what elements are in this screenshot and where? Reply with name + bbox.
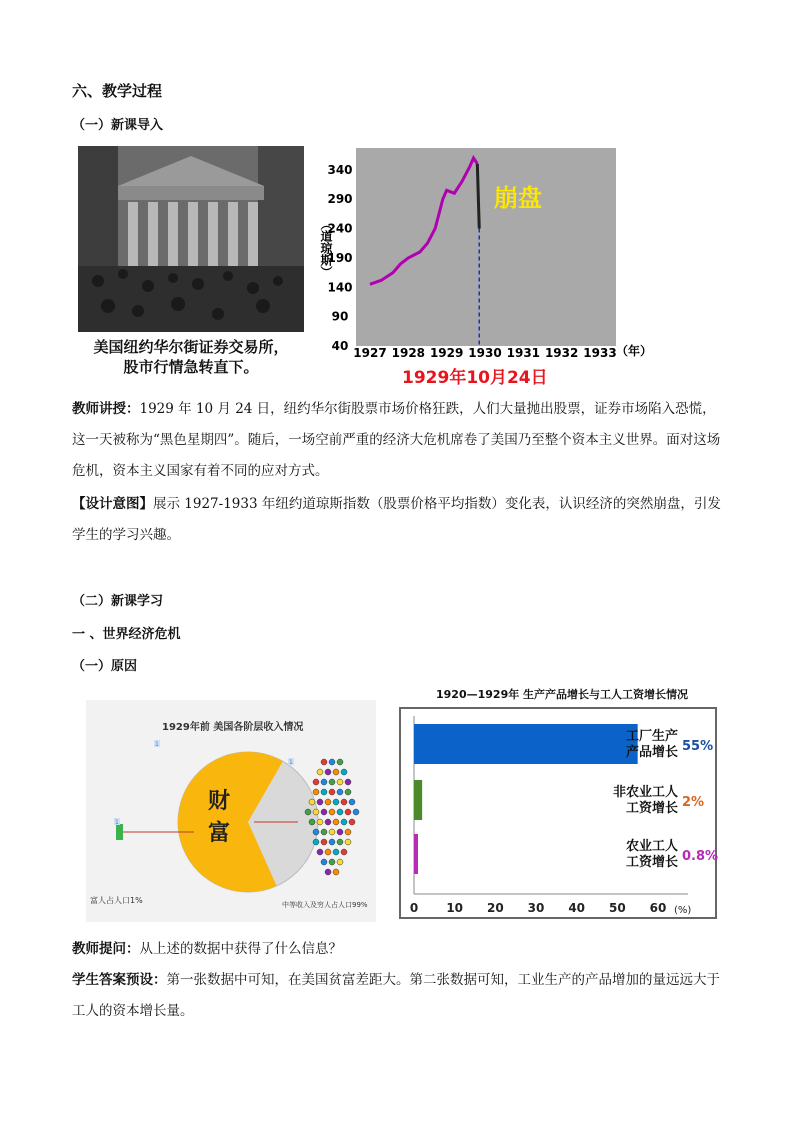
crowd-person xyxy=(317,799,323,805)
dow-ytick: 90 xyxy=(331,309,349,324)
subsection-title-intro: （一）新课导入 xyxy=(72,118,164,133)
crowd-person xyxy=(337,859,343,865)
dow-xtick: 1933 xyxy=(583,346,617,360)
bar-xtick: 10 xyxy=(446,901,464,915)
crowd-person xyxy=(341,799,347,805)
student-answer-text: 第一张数据中可知，在美国贫富差距大。第二张数据可知，工业生产的产品增加的量远远大于工人的资本增长量。 xyxy=(72,972,720,1019)
crowd-person xyxy=(321,779,327,785)
rich-person-icon xyxy=(116,824,123,840)
bar-xtick: 50 xyxy=(608,901,626,915)
part-title: 一 、世界经济危机 xyxy=(72,627,181,642)
dow-ytick: 140 xyxy=(327,280,353,295)
crowd-person xyxy=(321,759,327,765)
bar-category-label: 工资增长 xyxy=(625,855,678,870)
bar-value-label: 2% xyxy=(682,795,705,810)
crowd-person xyxy=(313,839,319,845)
crowd-person xyxy=(337,759,343,765)
student-answer-label: 学生答案预设： xyxy=(72,972,167,988)
crowd-person xyxy=(341,819,347,825)
dow-ytick: 190 xyxy=(327,250,353,265)
dow-ylabel: （道琼斯） xyxy=(319,218,333,278)
crash-date-label: 1929年10月24日 xyxy=(402,368,548,388)
crowd-person xyxy=(321,829,327,835)
crowd-person xyxy=(345,839,351,845)
crowd-person xyxy=(333,769,339,775)
crowd-person xyxy=(309,799,315,805)
photo-caption xyxy=(78,332,304,384)
crowd-person xyxy=(329,779,335,785)
crowd-person xyxy=(349,799,355,805)
crowd-person xyxy=(325,769,331,775)
crowd-person xyxy=(329,789,335,795)
bar-xtick: 30 xyxy=(527,901,545,915)
bar xyxy=(414,724,638,764)
dow-xtick: 1928 xyxy=(391,346,426,360)
crowd-person xyxy=(313,789,319,795)
teacher-explain-text: 1929 年 10 月 24 日，纽约华尔街股票市场价格狂跌，人们大量抛出股票，证券市场陷入恐慌，这一天被称为“黑色星期四”。随后，一场空前严重的经济大危机席卷了美国乃至整个资本主义世界。面对这场危机，资本主义国家有着不同的应对方式。 xyxy=(72,401,721,479)
bar-chart-title: 1920—1929年 生产产品增长与工人工资增长情况 xyxy=(436,688,689,701)
wealth-label-char1: 财 xyxy=(208,789,231,814)
dow-xtick: 1929 xyxy=(429,346,464,360)
dow-xtick: 1931 xyxy=(506,346,541,360)
teacher-explain-paragraph xyxy=(72,394,728,487)
crowd-person xyxy=(325,869,331,875)
photo-caption-line2: 股市行情急转直下。 xyxy=(123,358,259,376)
teacher-explain-label: 教师讲授： xyxy=(72,401,140,417)
dow-xtick: 1927 xyxy=(353,346,387,360)
crowd-person xyxy=(337,829,343,835)
poor-label: 中等收入及穷人占人口99% xyxy=(282,901,368,909)
crowd-person xyxy=(329,859,335,865)
dow-crash-drop xyxy=(477,164,479,229)
bar-xtick: 40 xyxy=(568,901,586,915)
dow-ytick: 340 xyxy=(327,162,353,177)
crowd-person xyxy=(321,859,327,865)
crowd-person xyxy=(333,819,339,825)
crowd-person xyxy=(317,849,323,855)
crowd-person xyxy=(321,789,327,795)
dow-jones-chart xyxy=(318,140,653,390)
crowd-person xyxy=(313,779,319,785)
bar-category-label: 工厂生产 xyxy=(625,729,678,744)
dow-ytick: 290 xyxy=(327,192,353,207)
crowd-person xyxy=(345,789,351,795)
crowd-person xyxy=(341,849,347,855)
bar-category-label: 工资增长 xyxy=(625,801,678,816)
crowd-person xyxy=(321,809,327,815)
design-intent-paragraph xyxy=(72,489,728,551)
bar xyxy=(414,780,422,820)
cause-title: （一）原因 xyxy=(72,659,138,674)
crowd-person xyxy=(345,809,351,815)
crowd-person xyxy=(313,809,319,815)
bar-value-label: 55% xyxy=(682,739,714,754)
teacher-question-paragraph xyxy=(72,934,728,965)
design-intent-text: 展示 1927-1933 年纽约道琼斯指数（股票价格平均指数）变化表，认识经济的突然崩盘，引发学生的学习兴趣。 xyxy=(72,496,721,543)
crowd-person xyxy=(329,759,335,765)
crowd-person xyxy=(329,829,335,835)
crowd-person xyxy=(333,849,339,855)
crowd-person xyxy=(313,829,319,835)
crowd-person xyxy=(325,819,331,825)
crowd-person xyxy=(329,839,335,845)
wealth-label-char2: 富 xyxy=(208,821,231,846)
bar-xunit: (%) xyxy=(674,905,692,916)
crowd-person xyxy=(337,839,343,845)
dow-ytick: 240 xyxy=(327,221,353,236)
bar-category-label: 农业工人 xyxy=(625,839,678,854)
crowd-person xyxy=(341,769,347,775)
teacher-question-text: 从上述的数据中获得了什么信息？ xyxy=(139,941,342,957)
dow-chart-background xyxy=(356,148,616,346)
student-answer-paragraph xyxy=(72,965,728,1027)
bar-xtick: 0 xyxy=(409,901,419,915)
crash-label: 崩盘 xyxy=(494,184,542,212)
crowd-person xyxy=(309,819,315,825)
marker-1: 1 xyxy=(155,741,159,748)
income-chart-title: 1929年前 美国各阶层收入情况 xyxy=(162,722,304,733)
crowd-person xyxy=(345,779,351,785)
rich-label: 富人占人口1% xyxy=(90,896,143,905)
crowd-person xyxy=(325,799,331,805)
crowd-person xyxy=(337,809,343,815)
dow-xtick: 1930 xyxy=(468,346,502,360)
bar-value-label: 0.8% xyxy=(682,849,719,864)
crowd-person xyxy=(333,799,339,805)
income-distribution-chart xyxy=(86,700,376,922)
subsection-title-study: （二）新课学习 xyxy=(72,594,164,609)
section-title: 六、教学过程 xyxy=(72,82,163,100)
dow-xtick: 1932 xyxy=(544,346,579,360)
crowd-person xyxy=(337,779,343,785)
crowd-person xyxy=(349,819,355,825)
dow-ytick: 40 xyxy=(331,339,349,353)
crowd-person xyxy=(325,849,331,855)
bar-category-label: 非农业工人 xyxy=(612,785,678,800)
crowd-person xyxy=(337,789,343,795)
production-wage-bar-chart xyxy=(398,706,720,922)
crowd-person xyxy=(329,809,335,815)
crowd-person xyxy=(333,869,339,875)
crowd-person xyxy=(317,819,323,825)
marker-3: 1 xyxy=(115,819,119,826)
crowd-person xyxy=(353,809,359,815)
bar xyxy=(414,834,418,874)
crowd-person xyxy=(321,839,327,845)
crowd-person xyxy=(305,809,311,815)
photo-caption-line1: 美国纽约华尔街证券交易所， xyxy=(93,338,289,356)
bar-xtick: 60 xyxy=(649,901,667,915)
bar-xtick: 20 xyxy=(486,901,504,915)
design-intent-label: 【设计意图】 xyxy=(72,496,153,512)
marker-2: 1 xyxy=(289,759,293,766)
crowd-person xyxy=(317,769,323,775)
bar-category-label: 产品增长 xyxy=(625,745,678,760)
teacher-question-label: 教师提问： xyxy=(72,941,140,957)
crowd-person xyxy=(345,829,351,835)
dow-xunit: （年） xyxy=(616,344,653,358)
